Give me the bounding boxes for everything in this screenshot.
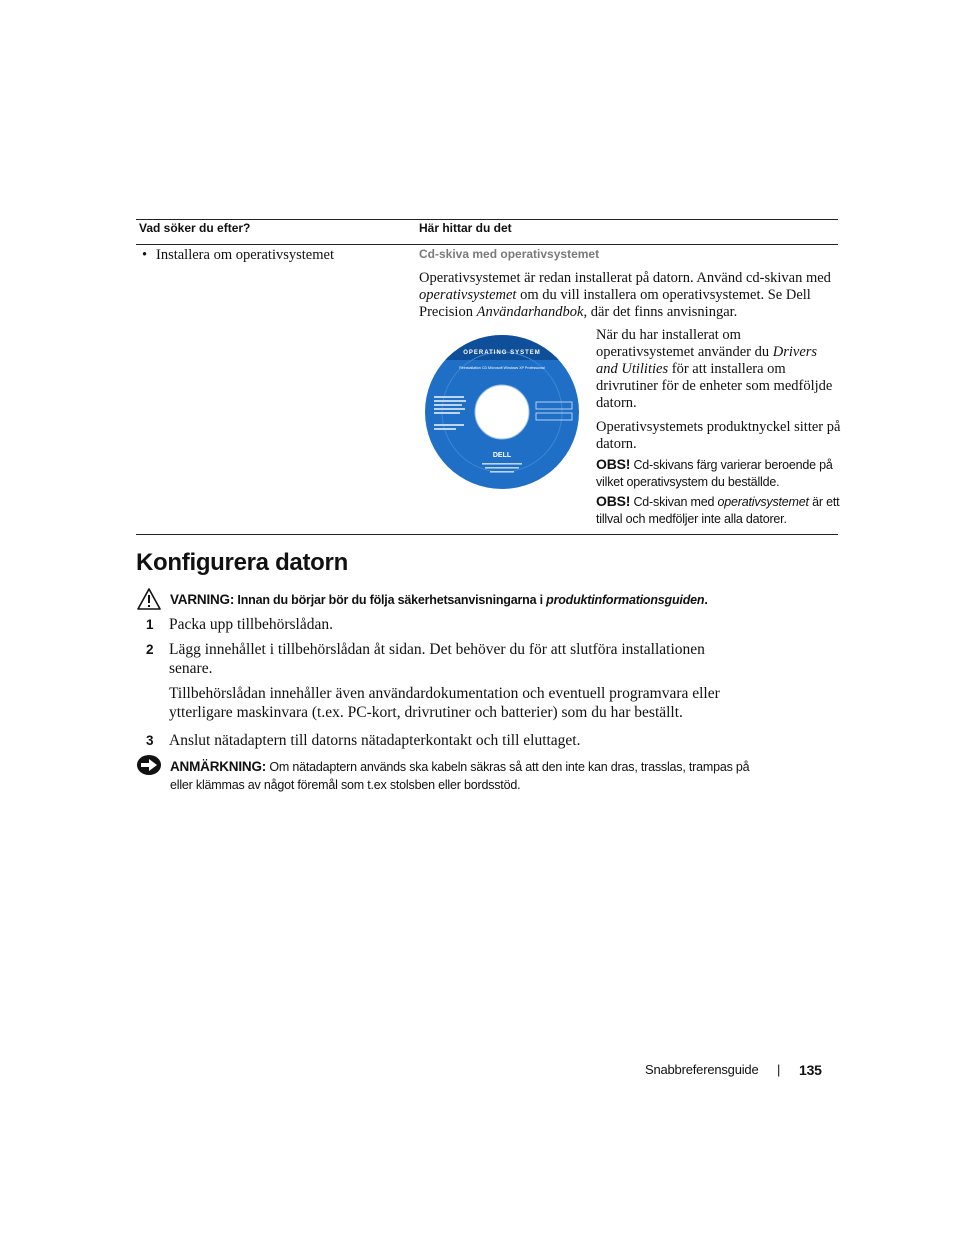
step-3-number: 3 (146, 733, 154, 748)
obs2-italic: operativsystemet (717, 495, 809, 509)
step-1-number: 1 (146, 617, 154, 632)
para1-text-b: om du vill installera om operativsystemet. Se Dell Precision (419, 287, 811, 320)
obs2-text-a: Cd-skivan med (630, 495, 718, 509)
table-item-reinstall-os: Installera om operativsystemet (156, 247, 334, 263)
notice-text (170, 758, 770, 794)
notice-body: Om nätadaptern används ska kabeln säkras så att den inte kan dras, trasslas, trampas på eller klämmas av något föremål som t.ex stolsben eller bordsstöd. (170, 760, 750, 792)
table-header-col2: Här hittar du det (419, 221, 512, 235)
page-number: 135 (799, 1062, 822, 1078)
table-bottom-rule (136, 534, 838, 535)
step-2-extra-text: Tillbehörslådan innehåller även användardokumentation och eventuell programvara eller ytterligare maskinvara (t.ex. PC-kort, drivrutiner och batterier) som du har beställt. (169, 685, 720, 721)
cd-top-label: OPERATING SYSTEM (463, 350, 541, 356)
notice-label: ANMÄRKNING: (170, 759, 267, 774)
cd-subtitle: Reinstallation CD Microsoft Windows XP Professional (459, 366, 545, 370)
step-2-number: 2 (146, 642, 154, 657)
warning-text (170, 592, 708, 607)
table-header-col1: Vad söker du efter? (139, 221, 251, 235)
os-description-paragraph (419, 270, 839, 321)
step-3-text: Anslut nätadaptern till datorns nätadapterkontakt och till eluttaget. (169, 732, 581, 749)
para1-text-a: Operativsystemet är redan installerat på datorn. Använd cd-skivan med (419, 270, 831, 286)
table-header-rule (136, 244, 838, 245)
para2-italic-a: Drivers and Utilities (596, 344, 818, 377)
product-key-paragraph: Operativsystemets produktnyckel sitter på datorn. (596, 419, 841, 452)
obs2-text-b: är ett tillval och medföljer inte alla datorer. (596, 495, 840, 526)
step-2-text: Lägg innehållet i tillbehörslådan åt sidan. Det behöver du för att slutföra installationen senare. (169, 641, 705, 677)
drivers-paragraph (596, 327, 841, 412)
section-title: Konfigurera datorn (136, 549, 348, 576)
table-top-rule (136, 219, 838, 220)
bullet-marker: • (142, 247, 148, 263)
obs-text-1: Cd-skivans färg varierar beroende på vilket operativsystem du beställde. (596, 458, 833, 489)
para2-text-a: När du har installerat om operativsystemet använder du (596, 327, 773, 360)
os-cd-disc-image (424, 334, 580, 490)
warning-label: VARNING: (170, 592, 235, 607)
step-1-text: Packa upp tillbehörslådan. (169, 616, 333, 633)
obs-note-1 (596, 456, 841, 491)
obs-note-2 (596, 493, 841, 528)
para1-italic-b: Användarhandbok (476, 304, 584, 320)
notice-arrow-icon (136, 754, 162, 776)
obs-label-2: OBS! (596, 493, 631, 509)
cd-dell-logo: DELL (492, 452, 512, 459)
footer-guide-name: Snabbreferensguide (645, 1062, 759, 1077)
para1-text-c: , där det finns anvisningar. (583, 304, 738, 320)
footer-separator: | (777, 1062, 781, 1077)
warning-triangle-icon (137, 588, 161, 610)
cd-heading: Cd-skiva med operativsystemet (419, 247, 600, 261)
warning-text-a: Innan du börjar bör du följa säkerhetsanvisningarna i (234, 593, 547, 607)
obs-label-1: OBS! (596, 456, 631, 472)
para2-text-b: för att installera om drivrutiner för de enheter som medföljde datorn. (596, 361, 833, 411)
cd-disc-banner (424, 334, 580, 360)
warning-italic: produktinformationsguiden (546, 593, 705, 607)
para1-italic-a: operativsystemet (419, 287, 517, 303)
warning-text-b: . (704, 593, 708, 607)
